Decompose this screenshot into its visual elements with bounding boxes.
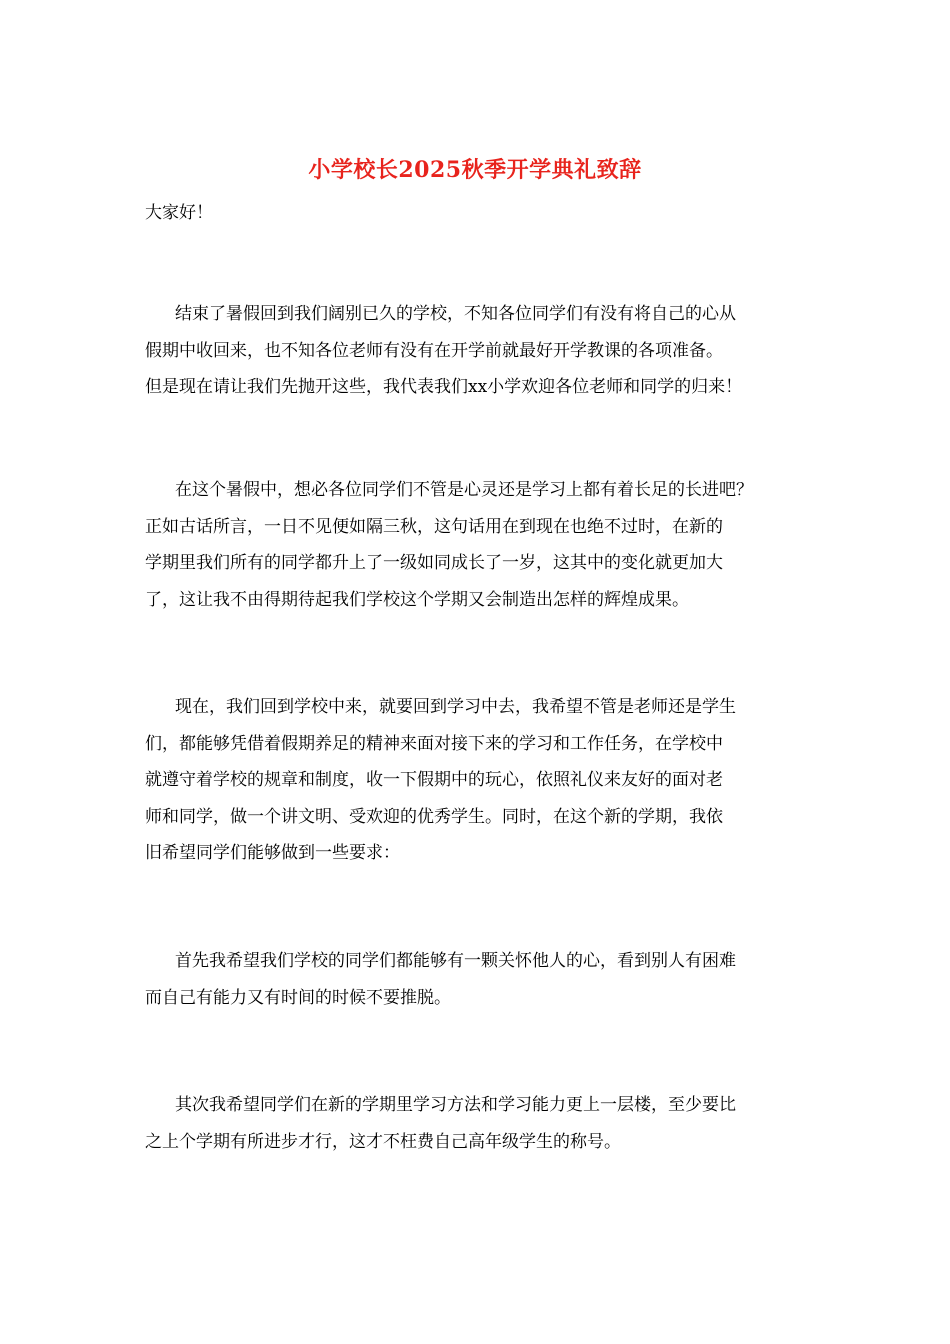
paragraph-line: 了，这让我不由得期待起我们学校这个学期又会制造出怎样的辉煌成果。	[145, 589, 689, 610]
paragraph-line: 正如古话所言，一日不见便如隔三秋，这句话用在到现在也绝不过时，在新的	[145, 516, 723, 537]
paragraph-5	[145, 1087, 810, 1160]
paragraph-line: 假期中收回来，也不知各位老师有没有在开学前就最好开学教课的各项准备。	[145, 340, 723, 361]
paragraph-3	[145, 689, 810, 872]
paragraph-4	[145, 943, 810, 1016]
paragraph-line: 学期里我们所有的同学都升上了一级如同成长了一岁，这其中的变化就更加大	[145, 553, 723, 573]
paragraph-line: 首先我希望我们学校的同学们都能够有一颗关怀他人的心，看到别人有困难	[175, 951, 736, 971]
paragraph-line: 旧希望同学们能够做到一些要求：	[145, 843, 400, 863]
paragraph-line: 之上个学期有所进步才行，这才不枉费自己高年级学生的称号。	[145, 1131, 621, 1152]
paragraph-line: 在这个暑假中，想必各位同学们不管是心灵还是学习上都有着长足的长进吧？	[175, 480, 753, 500]
paragraph-line: 就遵守着学校的规章和制度，收一下假期中的玩心，依照礼仪来友好的面对老	[145, 770, 723, 790]
paragraph-line: 们，都能够凭借着假期养足的精神来面对接下来的学习和工作任务，在学校中	[145, 733, 723, 754]
paragraph-2	[145, 472, 810, 618]
document-title: 小学校长2025秋季开学典礼致辞	[308, 157, 642, 183]
paragraph-line: 现在，我们回到学校中来，就要回到学习中去，我希望不管是老师还是学生	[175, 697, 736, 717]
greeting: 大家好！	[145, 203, 213, 223]
paragraph-line: 师和同学，做一个讲文明、受欢迎的优秀学生。同时，在这个新的学期，我依	[145, 806, 723, 827]
paragraph-1	[145, 296, 810, 406]
paragraph-line: 结束了暑假回到我们阔别已久的学校，不知各位同学们有没有将自己的心从	[175, 304, 736, 324]
paragraph-line: 但是现在请让我们先抛开这些，我代表我们xx小学欢迎各位老师和同学的归来！	[145, 377, 743, 397]
paragraph-line: 其次我希望同学们在新的学期里学习方法和学习能力更上一层楼，至少要比	[175, 1095, 736, 1115]
paragraph-line: 而自己有能力又有时间的时候不要推脱。	[145, 987, 451, 1008]
